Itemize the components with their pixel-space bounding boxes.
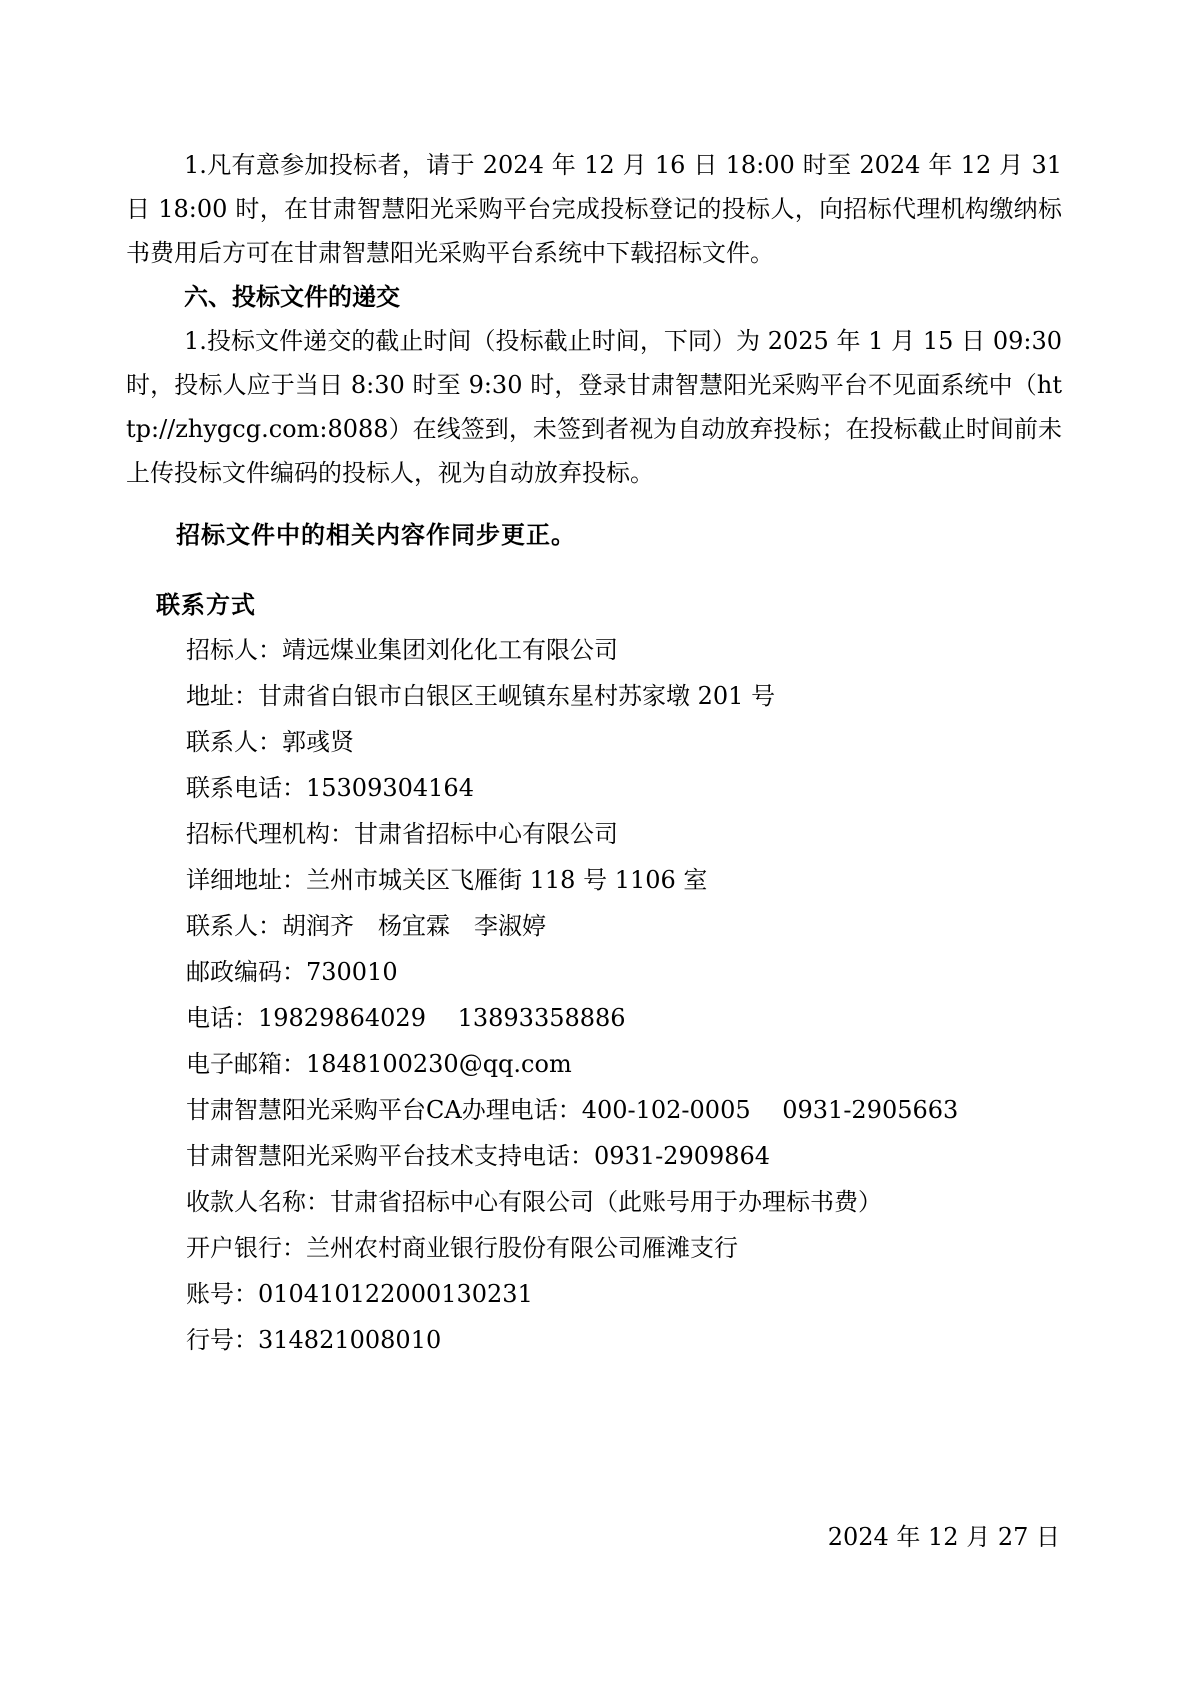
correction-note: 招标文件中的相关内容作同步更正。 [176,521,576,549]
contact-line-tenderer: 招标人：靖远煤业集团刘化化工有限公司 [186,636,618,664]
contact-line-payee-name: 收款人名称：甘肃省招标中心有限公司（此账号用于办理标书费） [186,1188,882,1216]
contact-line-account-number: 账号：010410122000130231 [186,1280,533,1308]
contact-line-bank: 开户银行：兰州农村商业银行股份有限公司雁滩支行 [186,1234,738,1262]
contact-line-bank-number: 行号：314821008010 [186,1326,442,1354]
section-heading-submission: 六、投标文件的递交 [184,283,400,311]
contact-line-phones: 电话：19829864029 13893358886 [186,1004,626,1032]
contact-line-ca-phone: 甘肃智慧阳光采购平台CA办理电话：400-102-0005 0931-2905663 [186,1096,959,1124]
contact-section-heading: 联系方式 [156,591,256,619]
contact-line-agency: 招标代理机构：甘肃省招标中心有限公司 [186,820,618,848]
contact-line-agency-contacts: 联系人：胡润齐 杨宜霖 李淑婷 [186,912,546,940]
contact-list [126,627,1062,1363]
contact-line-contact-person: 联系人：郭彧贤 [186,728,354,756]
contact-line-agency-address: 详细地址：兰州市城关区飞雁街 118 号 1106 室 [186,866,708,894]
contact-line-email: 电子邮箱：1848100230@qq.com [186,1050,572,1078]
paragraph-submission-deadline: 1.投标文件递交的截止时间（投标截止时间，下同）为 2025 年 1 月 15 日 09:30 时，投标人应于当日 8:30 时至 9:30 时，登录甘肃智慧阳光采购平台不见面系统中（http://zhygcg.com:8088）在线签到，未签到者视为自动放弃投标；在投标截止时间前未上传投标文件编码的投标人，视为自动放弃投标。 [126,327,1062,487]
contact-line-tech-support-phone: 甘肃智慧阳光采购平台技术支持电话：0931-2909864 [186,1142,771,1170]
contact-line-contact-phone: 联系电话：15309304164 [186,774,474,802]
document-date: 2024 年 12 月 27 日 [827,1523,1060,1551]
paragraph-bid-registration: 1.凡有意参加投标者，请于 2024 年 12 月 16 日 18:00 时至 2024 年 12 月 31 日 18:00 时，在甘肃智慧阳光采购平台完成投标登记的投标人，向招标代理机构缴纳标书费用后方可在甘肃智慧阳光采购平台系统中下载招标文件。 [126,151,1062,267]
contact-line-postcode: 邮政编码：730010 [186,958,398,986]
contact-line-address: 地址：甘肃省白银市白银区王岘镇东星村苏家墩 201 号 [186,682,776,710]
